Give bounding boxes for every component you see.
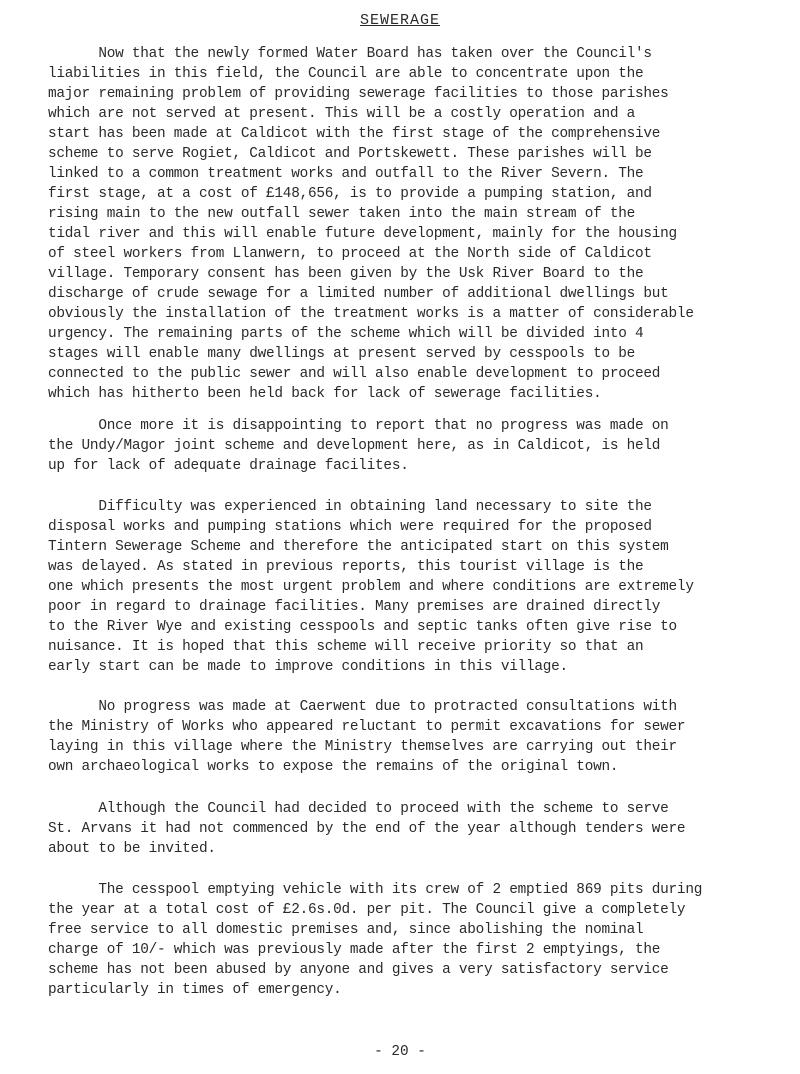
text-line: own archaeological works to expose the remains of the original town.	[48, 759, 619, 775]
paragraph-caerwent	[48, 697, 784, 777]
text-line: the Undy/Magor joint scheme and development here, as in Caldicot, is held	[48, 438, 661, 454]
text-line: first stage, at a cost of £148,656, is to provide a pumping station, and	[48, 186, 652, 202]
text-line: Once more it is disappointing to report that no progress was made on	[48, 418, 669, 434]
text-line: Now that the newly formed Water Board has taken over the Council's	[48, 46, 652, 62]
paragraph-st-arvans	[48, 799, 784, 859]
text-line: charge of 10/- which was previously made after the first 2 emptyings, the	[48, 942, 661, 958]
text-line: urgency. The remaining parts of the scheme which will be divided into 4	[48, 326, 644, 342]
text-line: The cesspool emptying vehicle with its crew of 2 emptied 869 pits during	[48, 882, 703, 898]
page-number: - 20 -	[374, 1044, 426, 1060]
text-line: linked to a common treatment works and outfall to the River Severn. The	[48, 166, 644, 182]
text-line: of steel workers from Llanwern, to proceed at the North side of Caldicot	[48, 246, 652, 262]
text-line: rising main to the new outfall sewer taken into the main stream of the	[48, 206, 636, 222]
text-line: major remaining problem of providing sewerage facilities to those parishes	[48, 86, 669, 102]
text-line: free service to all domestic premises and, since abolishing the nominal	[48, 922, 644, 938]
text-line: particularly in times of emergency.	[48, 982, 342, 998]
text-line: early start can be made to improve conditions in this village.	[48, 659, 568, 675]
text-line: the Ministry of Works who appeared reluctant to permit excavations for sewer	[48, 719, 686, 735]
paragraph-cesspool-emptying	[48, 880, 784, 1000]
text-line: scheme to serve Rogiet, Caldicot and Portskewett. These parishes will be	[48, 146, 652, 162]
text-line: start has been made at Caldicot with the first stage of the comprehensive	[48, 126, 661, 142]
section-heading: SEWERAGE	[359, 12, 440, 29]
text-line: Tintern Sewerage Scheme and therefore the anticipated start on this system	[48, 539, 669, 555]
text-line: discharge of crude sewage for a limited number of additional dwellings but	[48, 286, 669, 302]
text-line: which has hitherto been held back for lack of sewerage facilities.	[48, 386, 602, 402]
text-line: connected to the public sewer and will also enable development to proceed	[48, 366, 661, 382]
paragraph-tintern	[48, 497, 784, 677]
text-line: up for lack of adequate drainage facilites.	[48, 458, 409, 474]
text-line: the year at a total cost of £2.6s.0d. per pit. The Council give a completely	[48, 902, 686, 918]
text-line: disposal works and pumping stations which were required for the proposed	[48, 519, 652, 535]
text-line: No progress was made at Caerwent due to protracted consultations with	[48, 699, 677, 715]
text-line: was delayed. As stated in previous reports, this tourist village is the	[48, 559, 644, 575]
text-line: stages will enable many dwellings at present served by cesspools to be	[48, 346, 636, 362]
text-line: one which presents the most urgent problem and where conditions are extremely	[48, 579, 694, 595]
text-line: about to be invited.	[48, 841, 216, 857]
text-line: St. Arvans it had not commenced by the end of the year although tenders were	[48, 821, 686, 837]
text-line: obviously the installation of the treatment works is a matter of considerable	[48, 306, 694, 322]
text-line: liabilities in this field, the Council are able to concentrate upon the	[48, 66, 644, 82]
text-line: poor in regard to drainage facilities. Many premises are drained directly	[48, 599, 661, 615]
paragraph-undy-magor	[48, 416, 784, 476]
text-line: nuisance. It is hoped that this scheme will receive priority so that an	[48, 639, 644, 655]
text-line: scheme has not been abused by anyone and gives a very satisfactory service	[48, 962, 669, 978]
text-line: Difficulty was experienced in obtaining land necessary to site the	[48, 499, 652, 515]
text-line: laying in this village where the Ministry themselves are carrying out their	[48, 739, 677, 755]
text-line: to the River Wye and existing cesspools and septic tanks often give rise to	[48, 619, 677, 635]
text-line: tidal river and this will enable future development, mainly for the housing	[48, 226, 677, 242]
text-line: which are not served at present. This will be a costly operation and a	[48, 106, 636, 122]
text-line: Although the Council had decided to proceed with the scheme to serve	[48, 801, 669, 817]
paragraph-caldicot-scheme	[48, 44, 784, 404]
text-line: village. Temporary consent has been given by the Usk River Board to the	[48, 266, 644, 282]
